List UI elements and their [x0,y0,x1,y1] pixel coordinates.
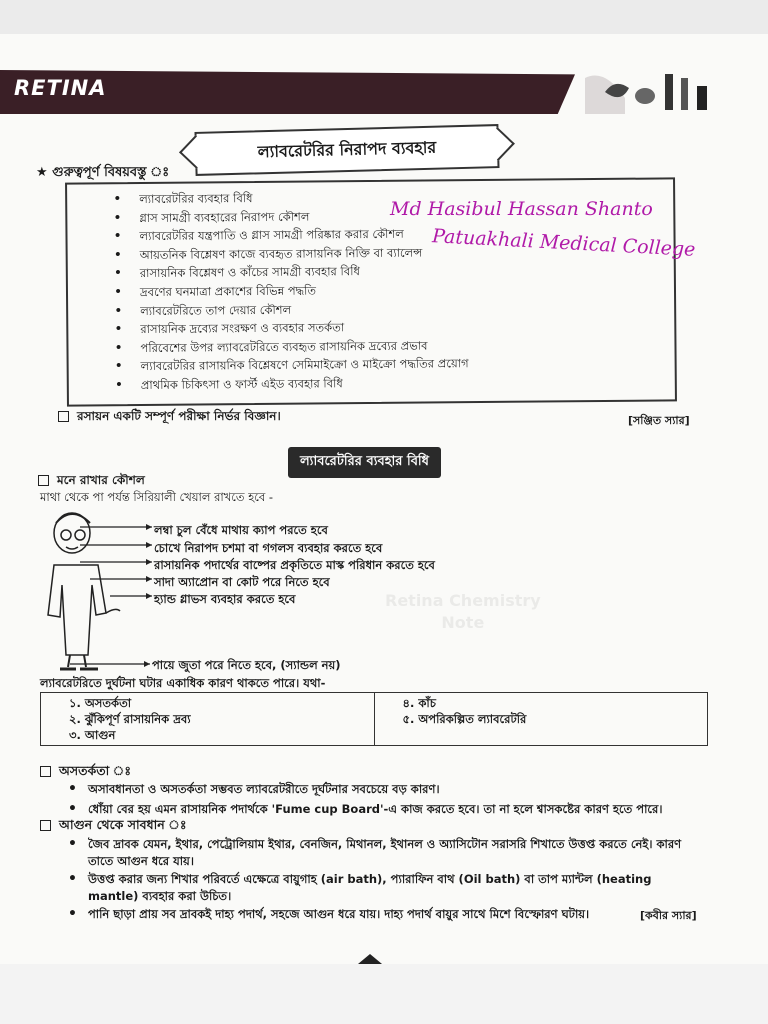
list-item: • জৈব দ্রাবক যেমন, ইথার, পেট্রোলিয়াম ইথার, বেনজিন, মিথানল, ইথানল ও অ্যাসিটোন সরাসরি শিখাতে উত্তপ্ত করতে নেই। কারণ তাতে আগুন ধরে যায়। [88,836,698,870]
checkbox-square-icon [40,766,51,777]
watermark-line: Retina Chemistry [385,591,541,610]
list-item: • প্রাথমিক চিকিৎসা ও ফার্স্ট এইড ব্যবহার বিধি [69,371,675,395]
body-label: লম্বা চুল বেঁধে মাথায় ক্যাপ পরতে হবে [154,523,328,537]
carelessness-heading [40,763,131,783]
page-title-text: ল্যাবরেটরির নিরাপদ ব্যবহার [257,137,437,161]
retina-logo: RETINA [14,76,107,100]
causes-right-column [374,693,708,745]
checkbox-square-icon [40,820,51,831]
body-label: সাদা অ্যাপ্রোন বা কোট পরে নিতে হবে [154,575,330,589]
background-bottom [0,964,768,1024]
checkbox-square-icon [38,475,49,486]
list-item: • অসাবধানতা ও অসতর্কতা সম্ভবত ল্যাবরেটরীতে দূর্ঘটনার সবচেয়ে বড় কারণ। [88,781,698,798]
cause-item: ১. অসতর্কতা [69,696,132,710]
corner-decoration-icon [585,68,725,114]
list-item: • ধোঁয়া বের হয় এমন রাসায়নিক পদার্থকে 'Fume cup Board'-এ কাজ করতে হবে। তা না হলে শ্বাসকষ্টের কারণ হতে পারে। [88,801,708,818]
list-item: • ল্যাবরেটরির যন্ত্রপাতি ও গ্লাস সামগ্রী পরিষ্কার করার কৌশল [67,223,673,247]
section-title: ল্যাবরেটরির ব্যবহার বিধি [288,447,441,478]
reference-kabir: [কবীর স্যার] [640,909,697,922]
list-item: • পরিবেশের উপর ল্যাবরেটরিতে ব্যবহৃত রাসায়নিক দ্রব্যের প্রভাব [68,334,674,358]
page-marker-icon [358,954,382,964]
label-arrows [60,520,160,680]
cause-item: ৪. কাঁচ [402,696,436,710]
watermark-line: Note [441,613,485,632]
body-label: হ্যান্ড গ্লাভস ব্যবহার করতে হবে [154,592,296,606]
body-label: রাসায়নিক পদার্থের বাষ্পের প্রকৃতিতে মাস্ক পরিধান করতে হবে [154,558,435,572]
body-label: পায়ে জুতা পরে নিতে হবে, (স্যান্ডল নয়) [152,658,341,672]
reference-sanjit: [সঞ্জিত স্যার] [628,414,690,427]
list-item: • ল্যাবরেটরির ব্যবহার বিধি [67,185,673,209]
mnemonic-intro: মাথা থেকে পা পর্যন্ত সিরিয়ালী খেয়াল রাখতে হবে - [40,490,274,504]
cause-item: ৩. আগুন [69,728,116,742]
checkbox-square-icon [58,411,69,422]
cause-item: ৫. অপরিকল্পিত ল্যাবরেটরি [402,712,527,726]
fire-heading-text: আগুন থেকে সাবধান ঃ [59,817,187,832]
body-label: চোখে নিরাপদ চশমা বা গগলস ব্যবহার করতে হবে [154,541,383,555]
important-topics-heading: ★ গুরুত্বপূর্ণ বিষয়বস্তু ঃ [36,165,170,180]
handwritten-name: Md Hasibul Hassan Shanto [390,198,653,220]
page-title [194,124,499,176]
list-item: • রাসায়নিক বিশ্লেষণ ও কাঁচের সামগ্রী ব্যবহার বিধি [68,260,674,284]
causes-left-column [41,693,374,745]
causes-intro: ল্যাবরেটরিতে দুর্ঘটনা ঘটার একাধিক কারণ থাকতে পারে। যথা- [40,676,326,690]
list-item: • দ্রবণের ঘনমাত্রা প্রকাশের বিভিন্ন পদ্ধতি [68,278,674,302]
list-item: • ল্যাবরেটরিতে তাপ দেয়ার কৌশল [68,297,674,321]
list-item: • আয়তনিক বিশ্লেষণ কাজে ব্যবহৃত রাসায়নিক নিক্তি বা ব্যালেন্স [68,241,674,265]
list-item: • রাসায়নিক দ্রব্যের সংরক্ষণ ও ব্যবহার সতর্কতা [68,316,674,340]
cause-item: ২. ঝুঁকিপূর্ণ রাসায়নিক দ্রব্য [69,712,191,726]
causes-table [40,692,708,746]
list-item: • গ্লাস সামগ্রী ব্যবহারের নিরাপদ কৌশল [67,204,673,228]
list-item: • উত্তপ্ত করার জন্য শিখার পরিবর্তে এক্ষেত্রে বায়ুগাহ (air bath), প্যারাফিন বাথ (Oil bath) বা তাপ ম্যান্টল (heating mantle) ব্যবহার করা উচিত। [88,871,698,905]
list-item: • ল্যাবরেটরির রাসায়নিক বিশ্লেষণে সেমিমাইক্রো ও মাইক্রো পদ্ধতির প্রয়োগ [69,353,675,377]
list-item: • পানি ছাড়া প্রায় সব দ্রাবকই দাহ্য পদার্থ, সহজে আগুন ধরে যায়। দাহ্য পদার্থ বায়ুর সাথে মিশে বিস্ফোরণ ঘটায়। [88,906,628,923]
carelessness-heading-text: অসতর্কতা ঃ [59,763,132,778]
chemistry-statement-text: রসায়ন একটি সম্পূর্ণ পরীক্ষা নির্ভর বিজ্ঞান। [77,409,281,423]
handwritten-college: Patuakhali Medical College [431,225,696,261]
mnemonic-heading-text: মনে রাখার কৌশল [57,473,145,487]
watermark [385,590,541,634]
chemistry-statement [58,408,281,428]
fire-heading [40,817,187,837]
